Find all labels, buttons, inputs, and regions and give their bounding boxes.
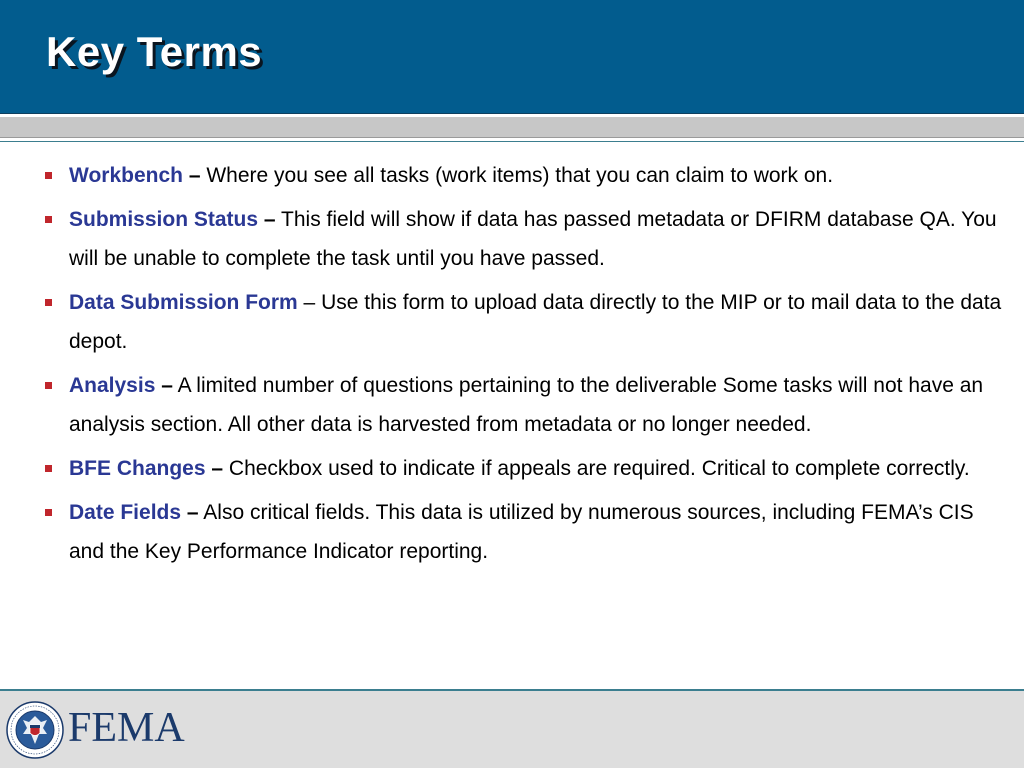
list-item	[0, 449, 1024, 488]
square-bullet-icon	[45, 382, 52, 389]
header-divider-line	[0, 141, 1024, 142]
term-label: Date Fields	[69, 501, 182, 524]
list-item	[0, 200, 1024, 278]
term-separator: –	[303, 291, 316, 314]
square-bullet-icon	[45, 216, 52, 223]
square-bullet-icon	[45, 172, 52, 179]
term-definition: A limited number of questions pertaining to the deliverable Some tasks will not have an analysis section. All other data is harvested from metadata or no longer needed.	[69, 374, 984, 436]
term-definition: Use this form to upload data directly to the MIP or to mail data to the data depot.	[69, 291, 1002, 353]
fema-logo: FEMA	[68, 705, 185, 751]
list-item	[0, 493, 1024, 571]
square-bullet-icon	[45, 509, 52, 516]
term-label: BFE Changes	[69, 457, 206, 480]
key-terms-list	[0, 156, 1024, 571]
term-label: Submission Status	[69, 208, 259, 231]
square-bullet-icon	[45, 465, 52, 472]
term-separator: –	[161, 374, 173, 397]
term-definition: Where you see all tasks (work items) that you can claim to work on.	[206, 164, 834, 187]
term-label: Analysis	[69, 374, 156, 397]
term-definition: This field will show if data has passed metadata or DFIRM database QA. You will be unable to complete the task until you have passed.	[69, 208, 997, 270]
term-separator: –	[211, 457, 224, 480]
slide-content	[0, 156, 1024, 576]
list-item	[0, 283, 1024, 361]
slide-title: Key Terms	[46, 28, 263, 75]
list-item	[0, 156, 1024, 195]
header-divider-gray	[0, 117, 1024, 138]
term-definition: Also critical fields. This data is utilized by numerous sources, including FEMA’s CIS and the Key Performance Indicator reporting.	[69, 501, 974, 563]
square-bullet-icon	[45, 299, 52, 306]
dhs-seal-icon	[6, 701, 64, 759]
term-separator: –	[188, 164, 201, 187]
title-bar	[0, 0, 1024, 114]
term-separator: –	[186, 501, 199, 524]
footer	[0, 691, 1024, 768]
term-label: Workbench	[69, 164, 183, 187]
list-item	[0, 366, 1024, 444]
term-separator: –	[263, 208, 276, 231]
term-definition: Checkbox used to indicate if appeals are required. Critical to complete correctly.	[228, 457, 970, 480]
term-label: Data Submission Form	[69, 291, 298, 314]
